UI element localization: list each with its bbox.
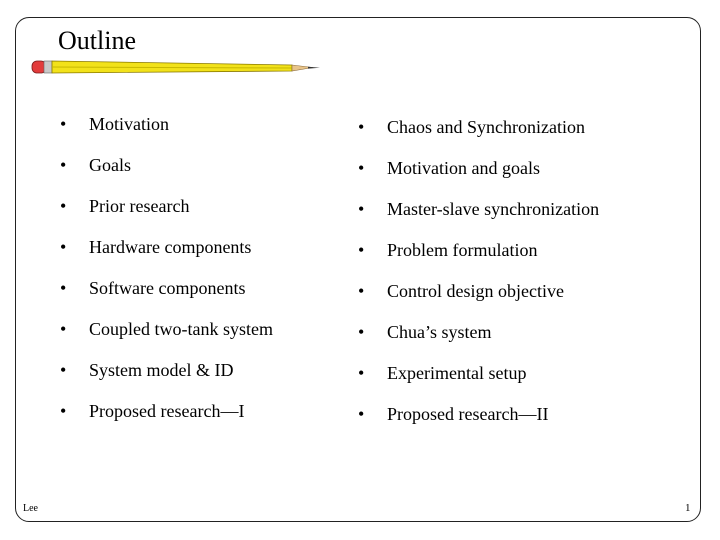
list-item [358, 358, 599, 399]
list-item [358, 235, 599, 276]
list-item-text: Problem formulation [387, 240, 538, 260]
list-item-text: Hardware components [89, 237, 252, 257]
bullet-icon: • [358, 322, 365, 342]
list-item-text: Master-slave synchronization [387, 199, 600, 219]
list-item [60, 399, 273, 440]
list-item [358, 153, 599, 194]
list-item-text: Chua’s system [387, 322, 492, 342]
left-bullet-list [60, 112, 273, 440]
footer-author: Lee [23, 503, 38, 514]
bullet-icon: • [60, 278, 67, 298]
bullet-icon: • [60, 319, 67, 339]
list-item [60, 194, 273, 235]
list-item-text: Chaos and Synchronization [387, 117, 585, 137]
list-item-text: Motivation and goals [387, 158, 540, 178]
list-item [60, 358, 273, 399]
list-item [60, 235, 273, 276]
pencil-icon [30, 56, 322, 80]
list-item-text: Control design objective [387, 281, 564, 301]
bullet-icon: • [358, 281, 365, 301]
bullet-icon: • [60, 155, 67, 175]
slide-title: Outline [58, 26, 136, 55]
list-item [60, 317, 273, 358]
bullet-icon: • [358, 240, 365, 260]
list-item-text: Proposed research—I [89, 401, 245, 421]
list-item-text: System model & ID [89, 360, 234, 380]
list-item-text: Coupled two-tank system [89, 319, 273, 339]
list-item-text: Proposed research—II [387, 404, 549, 424]
list-item [358, 399, 599, 440]
page-number: 1 [685, 502, 691, 514]
list-item [358, 112, 599, 153]
list-item [358, 317, 599, 358]
right-bullet-list [358, 112, 599, 440]
list-item-text: Experimental setup [387, 363, 527, 383]
bullet-icon: • [358, 158, 365, 178]
list-item-text: Software components [89, 278, 246, 298]
list-item [60, 153, 273, 194]
bullet-icon: • [358, 404, 365, 424]
list-item [358, 276, 599, 317]
bullet-icon: • [60, 114, 67, 134]
list-item-text: Prior research [89, 196, 190, 216]
list-item-text: Motivation [89, 114, 169, 134]
list-item [60, 112, 273, 153]
bullet-icon: • [60, 237, 67, 257]
bullet-icon: • [60, 401, 67, 421]
bullet-icon: • [358, 199, 365, 219]
bullet-icon: • [358, 363, 365, 383]
list-item [358, 194, 599, 235]
list-item-text: Goals [89, 155, 131, 175]
bullet-icon: • [60, 196, 67, 216]
bullet-icon: • [358, 117, 365, 137]
bullet-icon: • [60, 360, 67, 380]
list-item [60, 276, 273, 317]
